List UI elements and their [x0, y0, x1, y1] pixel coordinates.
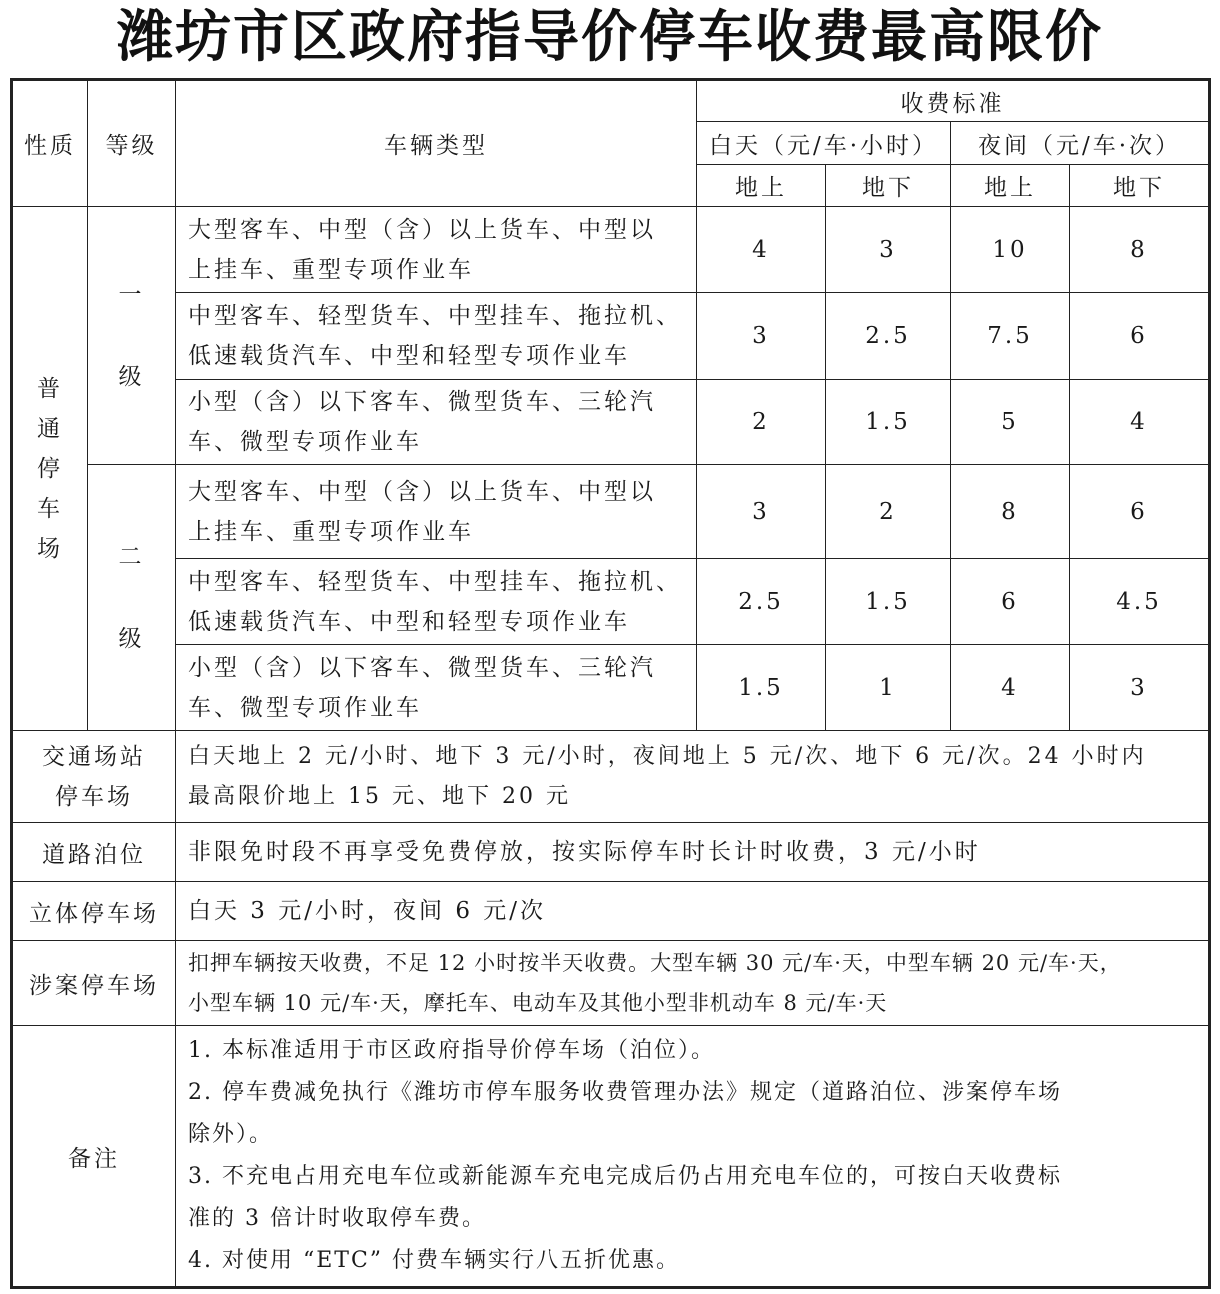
day-under-value: 2 [826, 465, 951, 559]
remark-line: 1. 本标准适用于市区政府指导价停车场（泊位）。 [188, 1038, 715, 1063]
vehicle-type-cell: 大型客车、中型（含）以上货车、中型以 上挂车、重型专项作业车 [176, 465, 697, 559]
page-title: 潍坊市区政府指导价停车收费最高限价 [117, 5, 1103, 70]
header-night: 夜间（元/车·次） [951, 122, 1210, 165]
day-under-value: 3 [826, 207, 951, 293]
stereo-row [12, 882, 1210, 941]
night-under-value: 3 [1070, 645, 1210, 731]
table-row [12, 559, 1210, 645]
road-text: 非限免时段不再享受免费停放，按实际停车时长计时收费，3 元/小时 [176, 823, 1210, 882]
remarks-text [176, 1026, 1210, 1288]
night-above-value: 6 [951, 559, 1070, 645]
header-nature: 性质 [12, 80, 88, 207]
night-above-value: 10 [951, 207, 1070, 293]
remark-line: 准的 3 倍计时收取停车费。 [188, 1206, 486, 1231]
table-row [12, 645, 1210, 731]
vehicle-type-cell: 大型客车、中型（含）以上货车、中型以 上挂车、重型专项作业车 [176, 207, 697, 293]
day-under-value: 1 [826, 645, 951, 731]
remark-line: 4. 对使用 “ETC” 付费车辆实行八五折优惠。 [188, 1248, 681, 1273]
regular-parking-label: 普 通 停 车 场 [12, 207, 88, 731]
vehicle-type-cell: 小型（含）以下客车、微型货车、三轮汽 车、微型专项作业车 [176, 380, 697, 465]
remark-line: 2. 停车费减免执行《潍坊市停车服务收费管理办法》规定（道路泊位、涉案停车场 [188, 1080, 1062, 1105]
night-under-value: 8 [1070, 207, 1210, 293]
table-row [12, 380, 1210, 465]
road-label: 道路泊位 [12, 823, 176, 882]
grade-1-label: 一 级 [88, 207, 176, 465]
remarks-label: 备注 [12, 1026, 176, 1288]
stereo-label: 立体停车场 [12, 882, 176, 941]
day-above-value: 4 [697, 207, 826, 293]
day-under-value: 1.5 [826, 380, 951, 465]
day-under-value: 2.5 [826, 293, 951, 380]
night-under-value: 4 [1070, 380, 1210, 465]
case-text: 扣押车辆按天收费，不足 12 小时按半天收费。大型车辆 30 元/车·天，中型车辆 20 元/车·天， 小型车辆 10 元/车·天，摩托车、电动车及其他小型非机动车 8 元/车·天 [176, 941, 1210, 1026]
day-above-value: 3 [697, 465, 826, 559]
night-above-value: 5 [951, 380, 1070, 465]
night-under-value: 4.5 [1070, 559, 1210, 645]
remarks-row [12, 1026, 1210, 1288]
day-above-value: 3 [697, 293, 826, 380]
table-row [12, 465, 1210, 559]
night-above-value: 8 [951, 465, 1070, 559]
header-day-above: 地上 [697, 165, 826, 207]
remark-line: 3. 不充电占用充电车位或新能源车充电完成后仍占用充电车位的，可按白天收费标 [188, 1164, 1062, 1189]
header-day-under: 地下 [826, 165, 951, 207]
vehicle-type-cell: 小型（含）以下客车、微型货车、三轮汽 车、微型专项作业车 [176, 645, 697, 731]
transport-text: 白天地上 2 元/小时、地下 3 元/小时，夜间地上 5 元/次、地下 6 元/次。24 小时内 最高限价地上 15 元、地下 20 元 [176, 731, 1210, 823]
stereo-text: 白天 3 元/小时，夜间 6 元/次 [176, 882, 1210, 941]
day-above-value: 1.5 [697, 645, 826, 731]
grade-2-label: 二 级 [88, 465, 176, 731]
header-fee-standard: 收费标准 [697, 80, 1210, 122]
header-vehicle-type: 车辆类型 [176, 80, 697, 207]
case-label: 涉案停车场 [12, 941, 176, 1026]
day-under-value: 1.5 [826, 559, 951, 645]
case-row [12, 941, 1210, 1026]
night-under-value: 6 [1070, 293, 1210, 380]
header-daytime: 白天（元/车·小时） [697, 122, 951, 165]
fee-table [10, 78, 1211, 1289]
day-above-value: 2 [697, 380, 826, 465]
night-above-value: 4 [951, 645, 1070, 731]
vehicle-type-cell: 中型客车、轻型货车、中型挂车、拖拉机、 低速载货汽车、中型和轻型专项作业车 [176, 559, 697, 645]
header-row-1 [12, 80, 1210, 122]
header-night-above: 地上 [951, 165, 1070, 207]
night-above-value: 7.5 [951, 293, 1070, 380]
table-row [12, 293, 1210, 380]
table-row [12, 207, 1210, 293]
header-grade: 等级 [88, 80, 176, 207]
transport-row [12, 731, 1210, 823]
day-above-value: 2.5 [697, 559, 826, 645]
night-under-value: 6 [1070, 465, 1210, 559]
vehicle-type-cell: 中型客车、轻型货车、中型挂车、拖拉机、 低速载货汽车、中型和轻型专项作业车 [176, 293, 697, 380]
remark-line: 除外）。 [188, 1122, 274, 1147]
road-row [12, 823, 1210, 882]
header-night-under: 地下 [1070, 165, 1210, 207]
transport-label: 交通场站 停车场 [12, 731, 176, 823]
